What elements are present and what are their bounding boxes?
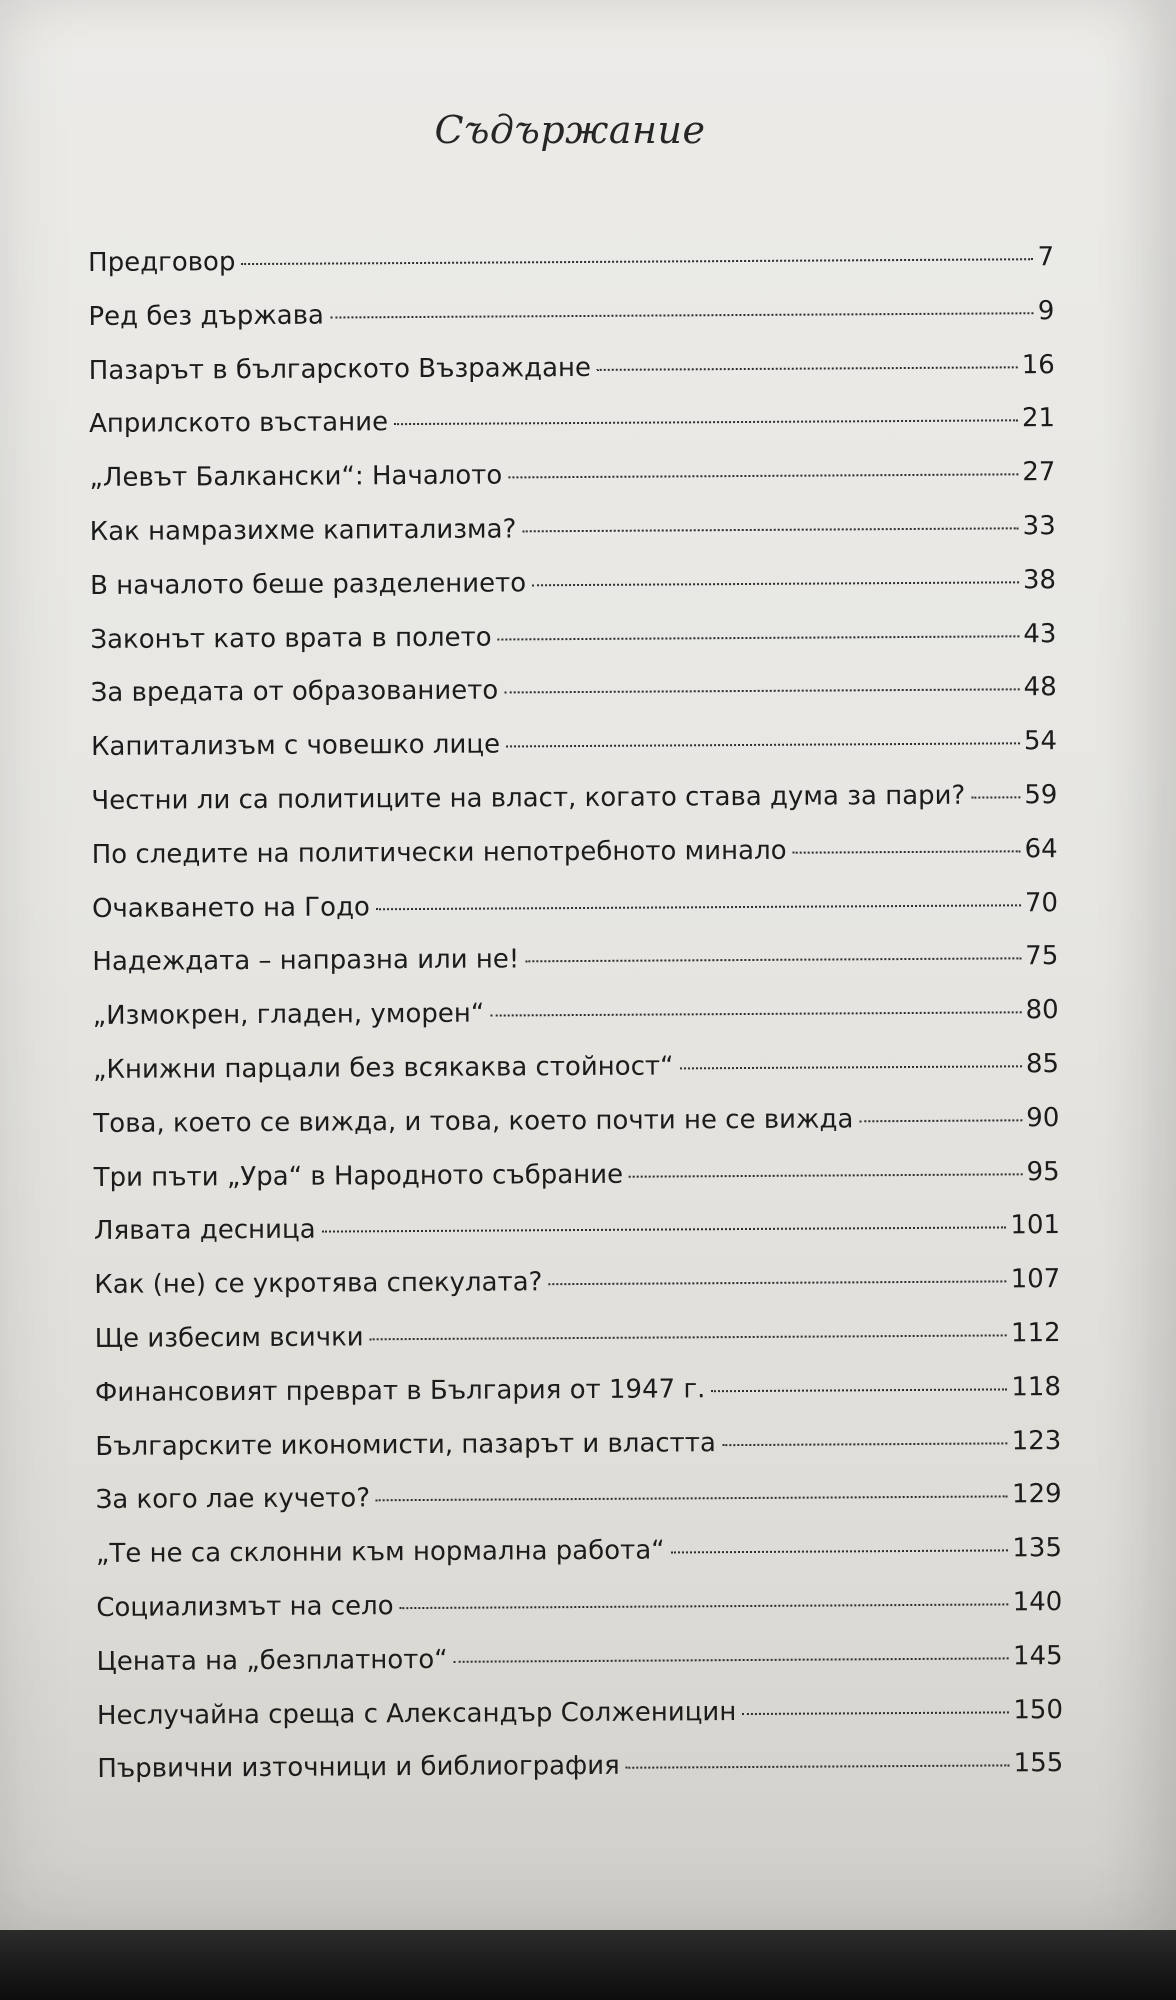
toc-page-number: 75	[1025, 941, 1059, 972]
toc-entry	[90, 511, 1056, 571]
table-of-contents	[88, 242, 1064, 1808]
toc-entry	[93, 1049, 1059, 1109]
toc-entry-title: Пазарът в българското Възраждане	[88, 352, 592, 386]
toc-page-number: 64	[1024, 833, 1058, 865]
toc-entry-title: За вредата от образованието	[90, 675, 499, 709]
dot-leader	[859, 1119, 1022, 1122]
toc-entry	[94, 1157, 1060, 1217]
toc-entry-title: Лявата десница	[93, 1214, 316, 1247]
toc-entry-title: Социализмът на село	[96, 1591, 394, 1623]
toc-entry	[96, 1479, 1062, 1539]
toc-entry-title: Българските икономисти, пазарът и властта	[95, 1427, 716, 1462]
toc-entry-title: Цената на „безплатното“	[96, 1644, 448, 1677]
toc-entry-title: Априлското въстание	[88, 407, 389, 440]
dot-leader	[722, 1442, 1008, 1446]
toc-entry	[91, 672, 1057, 732]
toc-entry-title: Ред без държава	[88, 300, 325, 332]
dot-leader	[629, 1173, 1022, 1177]
dot-leader	[490, 1011, 1021, 1016]
dot-leader	[394, 420, 1018, 426]
toc-entry-title: Три пъти „Ура“ в Народното събрание	[93, 1159, 624, 1193]
toc-page-number: 33	[1022, 511, 1056, 542]
toc-page-number: 129	[1011, 1479, 1062, 1510]
toc-entry	[96, 1533, 1062, 1593]
toc-entry-title: По следите на политически непотребното минало	[91, 835, 787, 870]
toc-page-number: 135	[1012, 1533, 1063, 1564]
dot-leader	[241, 258, 1033, 265]
toc-entry	[88, 296, 1054, 356]
toc-entry	[89, 350, 1055, 410]
dot-leader	[322, 1227, 1007, 1233]
toc-entry	[90, 619, 1056, 679]
dot-leader	[508, 474, 1018, 479]
dot-leader	[376, 904, 1021, 910]
toc-page-number: 155	[1013, 1748, 1064, 1779]
toc-entry	[93, 995, 1059, 1055]
toc-page-number: 16	[1021, 349, 1055, 380]
toc-page-number: 101	[1010, 1210, 1061, 1241]
toc-entry-title: „Измокрен, гладен, уморен“	[92, 998, 485, 1032]
toc-page-number: 140	[1012, 1586, 1063, 1618]
toc-entry-title: Очакването на Годо	[91, 891, 370, 924]
toc-entry-title: „Те не са склонни към нормална работа“	[95, 1535, 665, 1570]
dot-leader	[454, 1657, 1009, 1662]
toc-entry	[89, 403, 1055, 463]
dot-leader	[971, 796, 1020, 798]
toc-page-number: 9	[1037, 295, 1055, 326]
toc-entry-title: Законът като врата в полето	[90, 622, 492, 655]
dot-leader	[376, 1496, 1008, 1502]
toc-entry-title: Ще избесим всички	[94, 1322, 364, 1354]
toc-entry-title: Неслучайна среща с Александър Солженицин	[96, 1696, 737, 1731]
toc-entry	[92, 888, 1058, 948]
toc-entry-title: Първични източници и библиография	[97, 1751, 620, 1785]
dot-leader	[400, 1603, 1009, 1609]
toc-entry	[96, 1587, 1062, 1647]
dot-leader	[626, 1765, 1010, 1769]
toc-page-number: 112	[1010, 1318, 1061, 1349]
toc-entry	[93, 1103, 1059, 1163]
toc-page-number: 123	[1011, 1425, 1062, 1456]
toc-entry	[91, 780, 1057, 840]
toc-entry	[94, 1264, 1060, 1324]
toc-page-number: 80	[1025, 995, 1059, 1026]
toc-page-number: 59	[1024, 780, 1058, 811]
toc-entry	[95, 1426, 1061, 1486]
toc-page-number: 21	[1021, 403, 1056, 434]
dot-leader	[498, 635, 1020, 640]
dot-leader	[680, 1065, 1022, 1069]
toc-entry	[94, 1210, 1060, 1270]
toc-page-number: 85	[1025, 1049, 1060, 1080]
toc-entry	[88, 242, 1054, 302]
toc-page-number: 90	[1026, 1102, 1060, 1134]
dot-leader	[370, 1334, 1007, 1340]
toc-page-number: 95	[1026, 1156, 1060, 1187]
toc-entry-title: Надеждата – напразна или не!	[92, 944, 520, 978]
dot-leader	[597, 366, 1018, 371]
toc-page-number: 118	[1011, 1371, 1062, 1403]
toc-entry-title: Как намразихме капитализма?	[89, 514, 517, 547]
toc-page-number: 7	[1037, 242, 1055, 273]
dot-leader	[532, 581, 1019, 586]
toc-page-number: 107	[1010, 1264, 1061, 1295]
toc-entry	[97, 1695, 1063, 1755]
toc-entry-title: Капитализъм с човешко лице	[90, 729, 501, 763]
dot-leader	[711, 1388, 1007, 1392]
dot-leader	[525, 958, 1021, 963]
toc-entry-title: За кого лае кучето?	[95, 1483, 371, 1516]
dot-leader	[793, 850, 1021, 853]
toc-entry-title: „Левът Балкански“: Началото	[89, 460, 503, 494]
toc-entry-title: Предговор	[88, 247, 236, 278]
dot-leader	[742, 1711, 1009, 1715]
toc-entry	[92, 834, 1058, 894]
toc-entry	[97, 1748, 1063, 1808]
toc-page-number: 150	[1013, 1694, 1064, 1725]
dot-leader	[522, 527, 1018, 532]
toc-page-number: 48	[1023, 672, 1057, 703]
toc-page-number: 27	[1022, 457, 1056, 488]
toc-page-number: 70	[1024, 887, 1059, 918]
toc-entry	[92, 941, 1058, 1001]
toc-entry	[97, 1641, 1063, 1701]
toc-entry	[90, 565, 1056, 625]
background-shadow	[0, 1930, 1176, 2000]
toc-page-number: 38	[1022, 564, 1057, 596]
toc-page-number: 54	[1023, 726, 1058, 757]
toc-entry	[89, 457, 1055, 517]
toc-entry	[91, 726, 1057, 786]
page-title: Съдържание	[434, 108, 706, 152]
toc-page-number: 43	[1023, 618, 1057, 649]
toc-entry	[95, 1372, 1061, 1432]
toc-page-number: 145	[1012, 1640, 1063, 1672]
toc-entry-title: Честни ли са политиците на власт, когато става дума за пари?	[91, 780, 966, 816]
toc-entry-title: Как (не) се укротява спекулата?	[94, 1267, 543, 1301]
toc-entry-title: Това, което се вижда, и това, което почти не се вижда	[93, 1104, 854, 1139]
dot-leader	[548, 1281, 1006, 1286]
toc-entry-title: В началото беше разделението	[89, 568, 527, 601]
dot-leader	[330, 312, 1034, 318]
toc-entry-title: „Книжни парцали без всякаква стойност“	[92, 1051, 674, 1085]
dot-leader	[506, 742, 1020, 747]
toc-entry-title: Финансовият преврат в България от 1947 г.	[94, 1373, 706, 1408]
toc-entry	[95, 1318, 1061, 1378]
dot-leader	[504, 689, 1019, 694]
dot-leader	[671, 1550, 1009, 1554]
